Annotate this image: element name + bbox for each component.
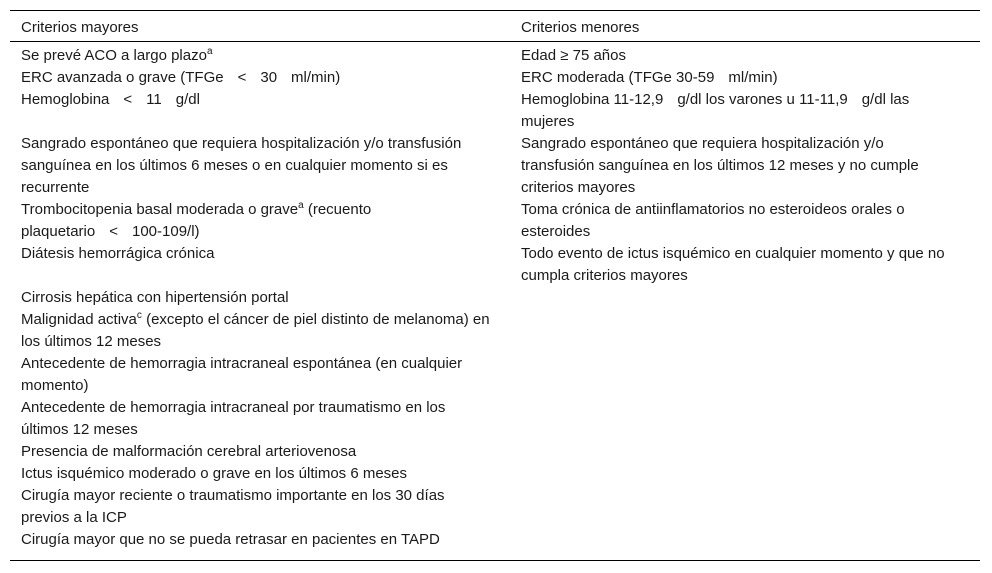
minor-item: Sangrado espontáneo que requiera hospitalización y/o transfusión sanguínea en los últimos 12 meses y no cumple criterios mayores [521, 135, 919, 196]
minor-item: Edad ≥ 75 años [521, 47, 626, 64]
minor-item: ERC moderada (TFGe 30-59 ml/min) [521, 69, 778, 86]
major-item: Cirrosis hepática con hipertensión portal [21, 289, 289, 306]
minor-item: Hemoglobina 11-12,9 g/dl los varones u 11-11,9 g/dl las mujeres [521, 91, 910, 130]
major-item: Hemoglobina < 11 g/dl [21, 91, 200, 108]
minor-item: Toma crónica de antiinflamatorios no esteroideos orales o esteroides [521, 201, 905, 240]
major-item: Antecedente de hemorragia intracraneal por traumatismo en los últimos 12 meses [21, 399, 446, 438]
major-item: Sangrado espontáneo que requiera hospitalización y/o transfusión sanguínea en los últimos 6 meses o en cualquier momento si es recurrente [21, 135, 462, 196]
minor-item: Todo evento de ictus isquémico en cualquier momento y que no cumpla criterios mayores [521, 245, 945, 284]
header-rule [10, 41, 980, 42]
major-item: Ictus isquémico moderado o grave en los últimos 6 meses [21, 465, 408, 482]
major-item: Malignidad activa$^c$ (excepto el cáncer de piel distinto de melanoma) en los últimos 12 meses [21, 310, 490, 350]
header-minor: Criterios menores [521, 19, 640, 36]
major-item: Se prevé ACO a largo plazo$^a$ [21, 46, 213, 64]
major-item: Cirugía mayor reciente o traumatismo importante en los 30 días previos a la ICP [21, 487, 445, 526]
major-item: Trombocitopenia basal moderada o grave$^a$ (recuento plaquetario < 100-109/l) [21, 200, 372, 240]
header-major: Criterios mayores [21, 19, 139, 36]
bottom-rule [10, 560, 980, 561]
major-item: Presencia de malformación cerebral arteriovenosa [21, 443, 357, 460]
top-rule [10, 10, 980, 11]
major-item: Cirugía mayor que no se pueda retrasar en pacientes en TAPD [21, 531, 440, 548]
major-item: ERC avanzada o grave (TFGe < 30 ml/min) [21, 69, 341, 86]
major-column [21, 45, 491, 551]
major-item: Antecedente de hemorragia intracraneal espontánea (en cualquier momento) [21, 355, 463, 394]
minor-column [521, 45, 961, 287]
major-item: Diátesis hemorrágica crónica [21, 245, 215, 262]
